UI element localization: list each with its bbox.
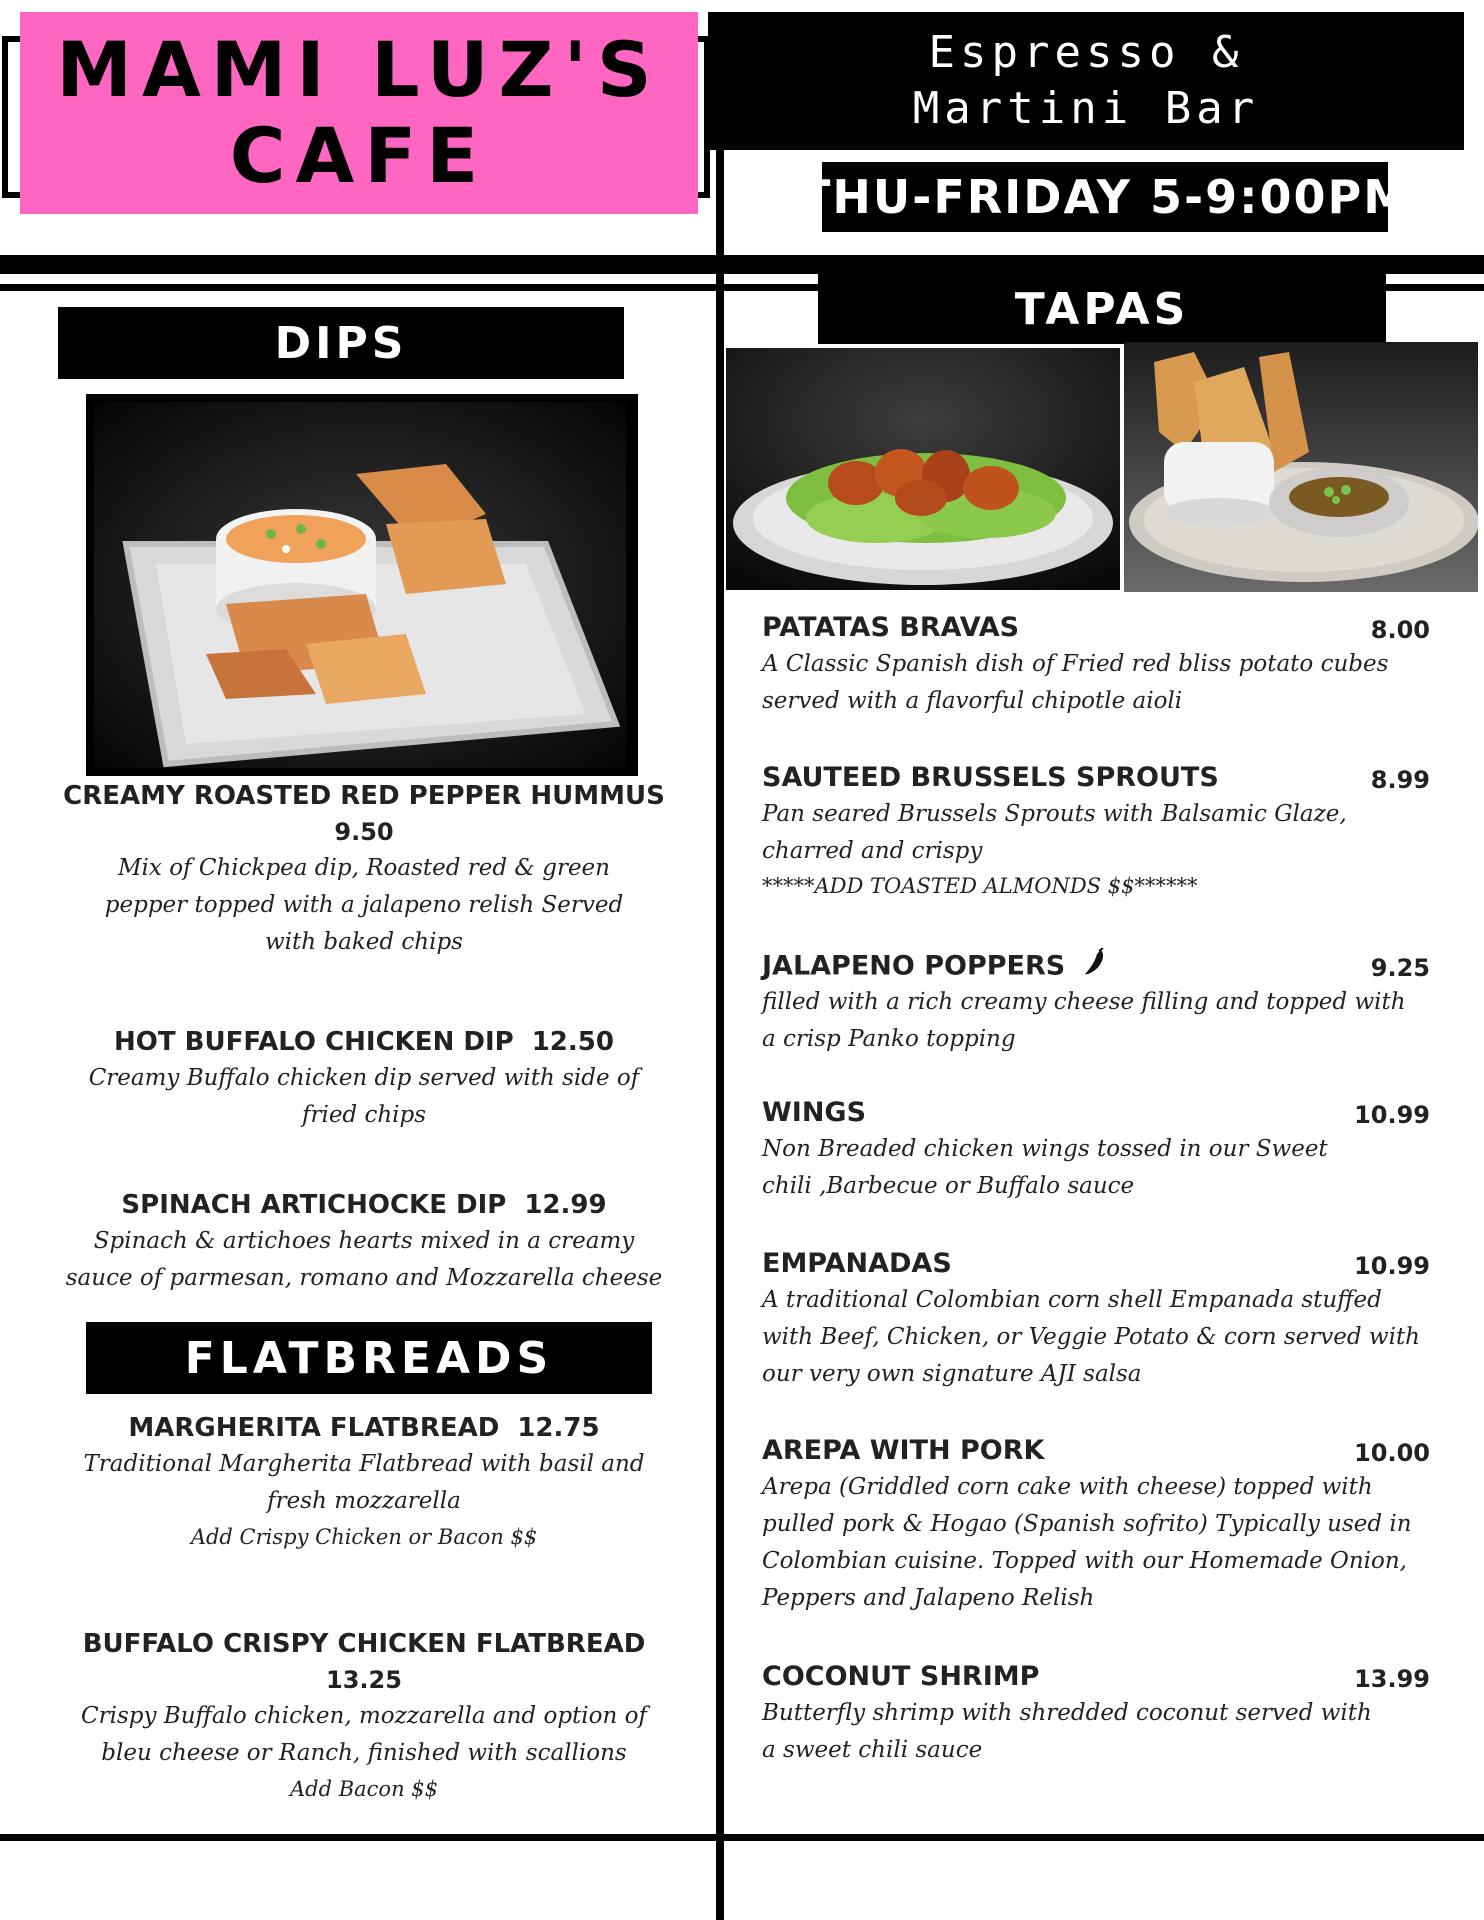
item-price: 12.50	[531, 1027, 614, 1057]
item-description: Spinach & artichoes hearts mixed in a creamy sauce of parmesan, romano and Mozzarella cheese	[65, 1228, 663, 1291]
item-price: 12.75	[517, 1413, 600, 1443]
item-name: BUFFALO CRISPY CHICKEN FLATBREAD	[82, 1629, 646, 1659]
item-name: EMPANADAS	[762, 1248, 952, 1279]
empanadas-photo	[1124, 342, 1478, 592]
item-description: Butterfly shrimp with shredded coconut served with a sweet chili sauce	[762, 1700, 1372, 1763]
item-description: A Classic Spanish dish of Fried red bliss potato cubes served with a flavorful chipotle aioli	[762, 651, 1389, 714]
tapas-heading-text: TAPAS	[1014, 283, 1190, 335]
dips-heading	[58, 307, 624, 379]
item-name: CREAMY ROASTED RED PEPPER HUMMUS	[63, 781, 665, 811]
item-name: SPINACH ARTICHOCKE DIP	[121, 1190, 507, 1220]
item-description: Traditional Margherita Flatbread with basil and fresh mozzarella	[83, 1451, 645, 1514]
menu-item	[762, 948, 1432, 1058]
footer-divider	[0, 1834, 1484, 1841]
item-name: JALAPENO POPPERS	[762, 950, 1066, 982]
item-description: Non Breaded chicken wings tossed in our Sweet chili ,Barbecue or Buffalo sauce	[762, 1136, 1328, 1199]
dips-heading-text: DIPS	[274, 317, 408, 369]
item-description: Crispy Buffalo chicken, mozzarella and option of bleu cheese or Ranch, finished with scallions	[81, 1703, 647, 1766]
menu-item	[44, 1187, 684, 1297]
menu-item	[762, 760, 1432, 902]
item-price: 13.99	[1354, 1665, 1430, 1693]
item-name: MARGHERITA FLATBREAD	[128, 1413, 500, 1443]
flatbreads-heading	[86, 1322, 652, 1394]
hours-text: THU-FRIDAY 5-9:00PM	[799, 170, 1411, 224]
chili-pepper-icon	[1083, 948, 1107, 986]
item-price: 10.00	[1354, 1439, 1430, 1467]
item-price: 8.99	[1370, 766, 1430, 794]
item-addon: Add Bacon $$	[289, 1777, 438, 1801]
menu-item	[762, 1095, 1432, 1205]
item-name: PATATAS BRAVAS	[762, 612, 1020, 643]
item-addon: *****ADD TOASTED ALMONDS $$******	[762, 874, 1198, 898]
hours-banner	[799, 162, 1411, 232]
item-name: AREPA WITH PORK	[762, 1435, 1045, 1466]
menu-item	[762, 1659, 1432, 1769]
item-name: SAUTEED BRUSSELS SPROUTS	[762, 762, 1219, 793]
item-description: A traditional Colombian corn shell Empanada stuffed with Beef, Chicken, or Veggie Potato & corn served with our very own signature AJI salsa	[762, 1287, 1420, 1387]
menu-item	[762, 610, 1432, 720]
item-name: WINGS	[762, 1097, 867, 1128]
column-divider	[716, 150, 724, 1920]
tapas-heading	[818, 274, 1386, 344]
item-price: 10.99	[1354, 1252, 1430, 1280]
menu-item	[44, 778, 684, 961]
wings-photo	[726, 348, 1120, 590]
cafe-name-line2: CAFE	[229, 111, 489, 200]
item-name: COCONUT SHRIMP	[762, 1661, 1040, 1692]
item-price: 9.25	[1370, 954, 1430, 982]
menu-item	[762, 1433, 1432, 1617]
item-price: 10.99	[1354, 1101, 1430, 1129]
menu-item	[44, 1024, 684, 1134]
item-addon: Add Crispy Chicken or Bacon $$	[190, 1525, 538, 1549]
hummus-and-chips-photo	[86, 394, 638, 776]
item-description: Mix of Chickpea dip, Roasted red & green pepper topped with a jalapeno relish Served with baked chips	[104, 855, 624, 955]
item-price: 8.00	[1370, 616, 1430, 644]
item-description: Creamy Buffalo chicken dip served with side of fried chips	[88, 1065, 640, 1128]
bar-title-banner	[708, 12, 1464, 150]
item-name: HOT BUFFALO CHICKEN DIP	[114, 1027, 514, 1057]
header-divider-thick	[0, 255, 1484, 274]
flatbreads-heading-text: FLATBREADS	[184, 1332, 554, 1384]
cafe-logo	[20, 12, 698, 214]
menu-item	[44, 1410, 684, 1554]
item-description: Pan seared Brussels Sprouts with Balsamic Glaze, charred and crispy	[762, 801, 1347, 864]
item-description: Arepa (Griddled corn cake with cheese) topped with pulled pork & Hogao (Spanish sofrito) Typically used in Colombian cuisine. Topped with our Homemade Onion, Peppers and Jalapeno Relish	[762, 1474, 1412, 1611]
bar-title: Espresso & Martini Bar	[912, 27, 1260, 134]
cafe-name-line1: MAMI LUZ'S	[56, 25, 662, 114]
menu-item	[762, 1246, 1432, 1393]
item-price: 9.50	[334, 818, 394, 846]
item-price: 12.99	[524, 1190, 607, 1220]
item-description: filled with a rich creamy cheese filling and topped with a crisp Panko topping	[762, 989, 1406, 1052]
menu-item	[44, 1626, 684, 1806]
item-price: 13.25	[326, 1666, 402, 1694]
